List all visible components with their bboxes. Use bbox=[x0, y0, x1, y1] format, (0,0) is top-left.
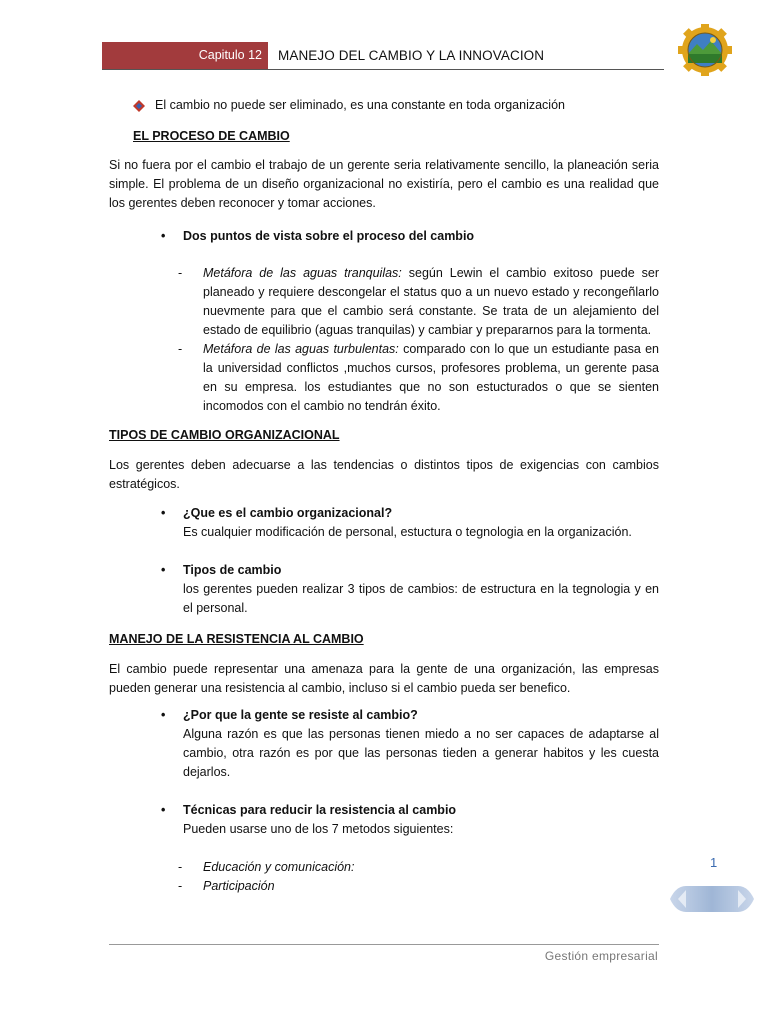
chapter-banner bbox=[102, 42, 268, 70]
bullet-dot: • bbox=[161, 563, 166, 577]
page-number: 1 bbox=[710, 855, 718, 870]
bullet-item bbox=[109, 227, 659, 246]
dash-marker: - bbox=[178, 342, 183, 356]
bullet-dot: • bbox=[161, 708, 166, 722]
footer-divider bbox=[109, 944, 659, 945]
bullet-text: los gerentes pueden realizar 3 tipos de cambios: de estructura en la tegnologia y en el personal. bbox=[183, 582, 659, 615]
bullet-title: ¿Por que la gente se resiste al cambio? bbox=[183, 708, 418, 722]
institution-seal-icon bbox=[678, 24, 732, 76]
dash-item-term: Metáfora de las aguas turbulentas: bbox=[203, 342, 399, 356]
bullet-item bbox=[109, 561, 659, 618]
dash-item-text: según Lewin el cambio exitoso puede ser planeado y requiere descongelar el status quo a un nuevo estado y recongeñlarlo nuevmente para que el cambio será constante. Se trata de un alejamiento del estado de equilibrio (aguas tranquilas) y cambiar y prepararnos para la tormenta. bbox=[203, 266, 659, 337]
bullet-item bbox=[109, 706, 659, 782]
paragraph-resistencia: El cambio puede representar una amenaza para la gente de una organización, las empresas pueden generar una resistencia al cambio, incluso si el cambio pueda ser benefico. bbox=[109, 662, 659, 695]
header-divider bbox=[102, 69, 664, 70]
bullet-text: Alguna razón es que las personas tienen miedo a no ser capaces de adaptarse al cambio, otra razón es por que las personas tieden a generar habitos y les cuesta dejarlos. bbox=[183, 727, 659, 779]
bullet-dot: • bbox=[161, 803, 166, 817]
dash-item bbox=[109, 264, 659, 340]
chapter-title: MANEJO DEL CAMBIO Y LA INNOVACION bbox=[278, 48, 545, 63]
dash-item-text: comparado con lo que un estudiante pasa en la universidad conflictos ,muchos cursos, profesores problema, un gerente pasa en su empresa. los estudiantes que no son estucturados o que se sienten incomodos con el cambio no tendrán éxito. bbox=[203, 342, 660, 413]
page-content bbox=[109, 96, 659, 896]
section-heading-proceso: EL PROCESO DE CAMBIO bbox=[133, 129, 290, 143]
bullet-text: Es cualquier modificación de personal, estuctura o tegnologia en la organización. bbox=[183, 525, 632, 539]
dash-marker: - bbox=[178, 860, 183, 874]
bullet-title: Técnicas para reducir la resistencia al cambio bbox=[183, 803, 457, 817]
footer-label: Gestión empresarial bbox=[544, 949, 658, 963]
page-tab-decoration bbox=[670, 886, 754, 912]
dash-item bbox=[109, 877, 659, 896]
bullet-dot: • bbox=[161, 229, 166, 243]
bullet-text: Pueden usarse uno de los 7 metodos siguientes: bbox=[183, 822, 454, 836]
dash-item-text: Participación bbox=[203, 879, 275, 893]
bullet-item bbox=[109, 504, 659, 542]
bullet-title: ¿Que es el cambio organizacional? bbox=[183, 506, 393, 520]
bullet-dot: • bbox=[161, 506, 166, 520]
dash-marker: - bbox=[178, 879, 183, 893]
bullet-title: Tipos de cambio bbox=[183, 563, 282, 577]
paragraph-tipos: Los gerentes deben adecuarse a las tendencias o distintos tipos de exigencias con cambios estratégicos. bbox=[109, 458, 659, 491]
section-heading-resistencia: MANEJO DE LA RESISTENCIA AL CAMBIO bbox=[109, 632, 364, 646]
dash-item-term: Metáfora de las aguas tranquilas: bbox=[203, 266, 402, 280]
dash-item-text: Educación y comunicación: bbox=[203, 860, 355, 874]
bullet-item bbox=[109, 801, 659, 839]
dash-item bbox=[109, 340, 659, 416]
bullet-title: Dos puntos de vista sobre el proceso del cambio bbox=[183, 229, 475, 243]
intro-bullet: El cambio no puede ser eliminado, es una constante en toda organización bbox=[155, 98, 565, 112]
dash-marker: - bbox=[178, 266, 183, 280]
chapter-label: Capitulo 12 bbox=[198, 48, 262, 62]
section-heading-tipos: TIPOS DE CAMBIO ORGANIZACIONAL bbox=[109, 428, 340, 442]
dash-item bbox=[109, 858, 659, 877]
paragraph-proceso: Si no fuera por el cambio el trabajo de un gerente seria relativamente sencillo, la planeación seria simple. El problema de un diseño organizacional no existiría, pero el cambio es una realidad que los gerentes deben reconocer y tomar acciones. bbox=[109, 158, 659, 210]
